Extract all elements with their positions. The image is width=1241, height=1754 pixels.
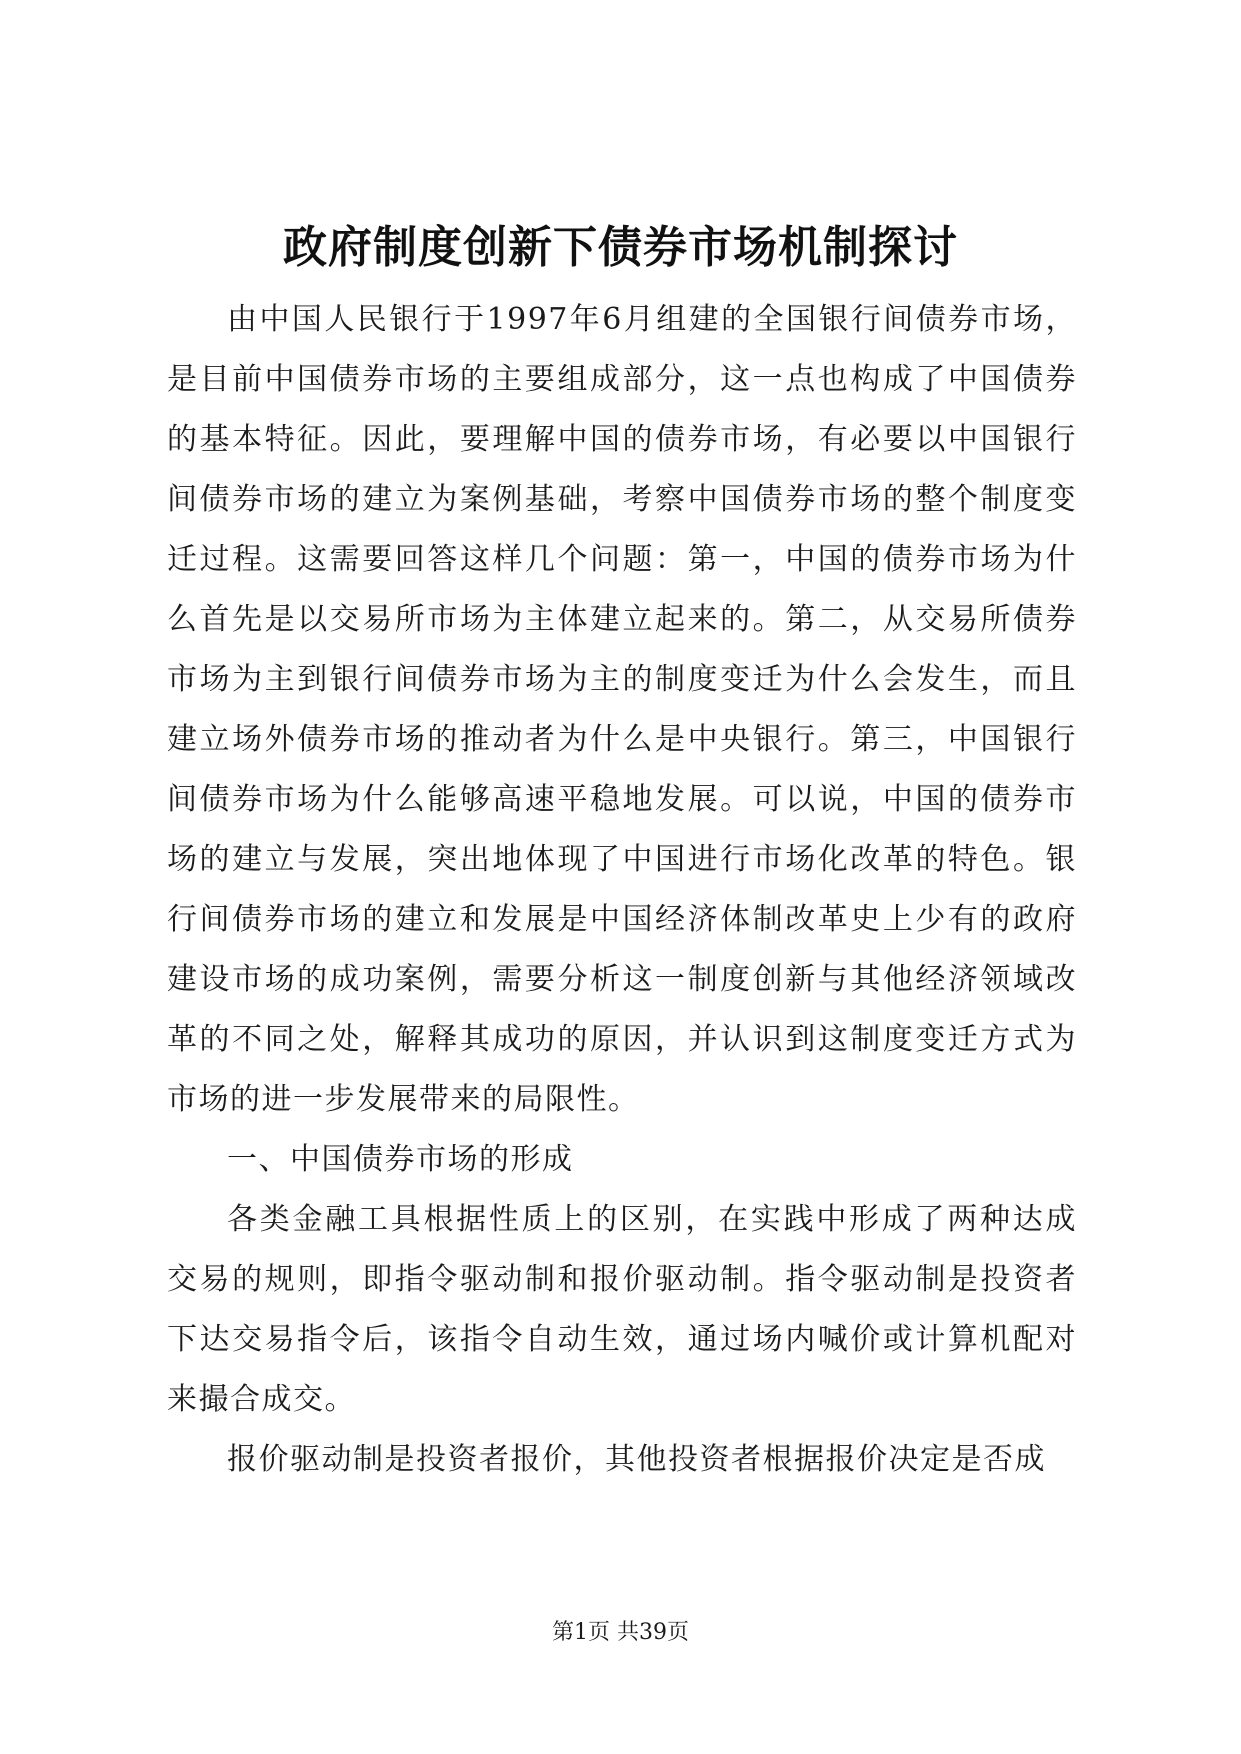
page-number-footer: 第1页 共39页 [552, 1620, 689, 1645]
paragraph-trading-rules: 各类金融工具根据性质上的区别，在实践中形成了两种达成交易的规则，即指令驱动制和报价驱动制。指令驱动制是投资者下达交易指令后，该指令自动生效，通过场内喊价或计算机配对来撮合成交。 [167, 1202, 1077, 1417]
paragraph-intro: 由中国人民银行于1997年6月组建的全国银行间债券市场，是目前中国债券市场的主要组成部分，这一点也构成了中国债券的基本特征。因此，要理解中国的债券市场，有必要以中国银行间债券市场的建立为案例基础，考察中国债券市场的整个制度变迁过程。这需要回答这样几个问题：第一，中国的债券市场为什么首先是以交易所市场为主体建立起来的。第二，从交易所债券市场为主到银行间债券市场为主的制度变迁为什么会发生，而且建立场外债券市场的推动者为什么是中央银行。第三，中国银行间债券市场为什么能够高速平稳地发展。可以说，中国的债券市场的建立与发展，突出地体现了中国进行市场化改革的特色。银行间债券市场的建立和发展是中国经济体制改革史上少有的政府建设市场的成功案例，需要分析这一制度创新与其他经济领域改革的不同之处，解释其成功的原因，并认识到这制度变迁方式为市场的进一步发展带来的局限性。 [167, 302, 1077, 1117]
paragraph-quote-driven: 报价驱动制是投资者报价，其他投资者根据报价决定是否成 [227, 1442, 1046, 1477]
section-heading: 一、中国债券市场的形成 [227, 1142, 574, 1177]
document-title: 政府制度创新下债券市场机制探讨 [283, 222, 958, 273]
document-body [167, 290, 1077, 1490]
